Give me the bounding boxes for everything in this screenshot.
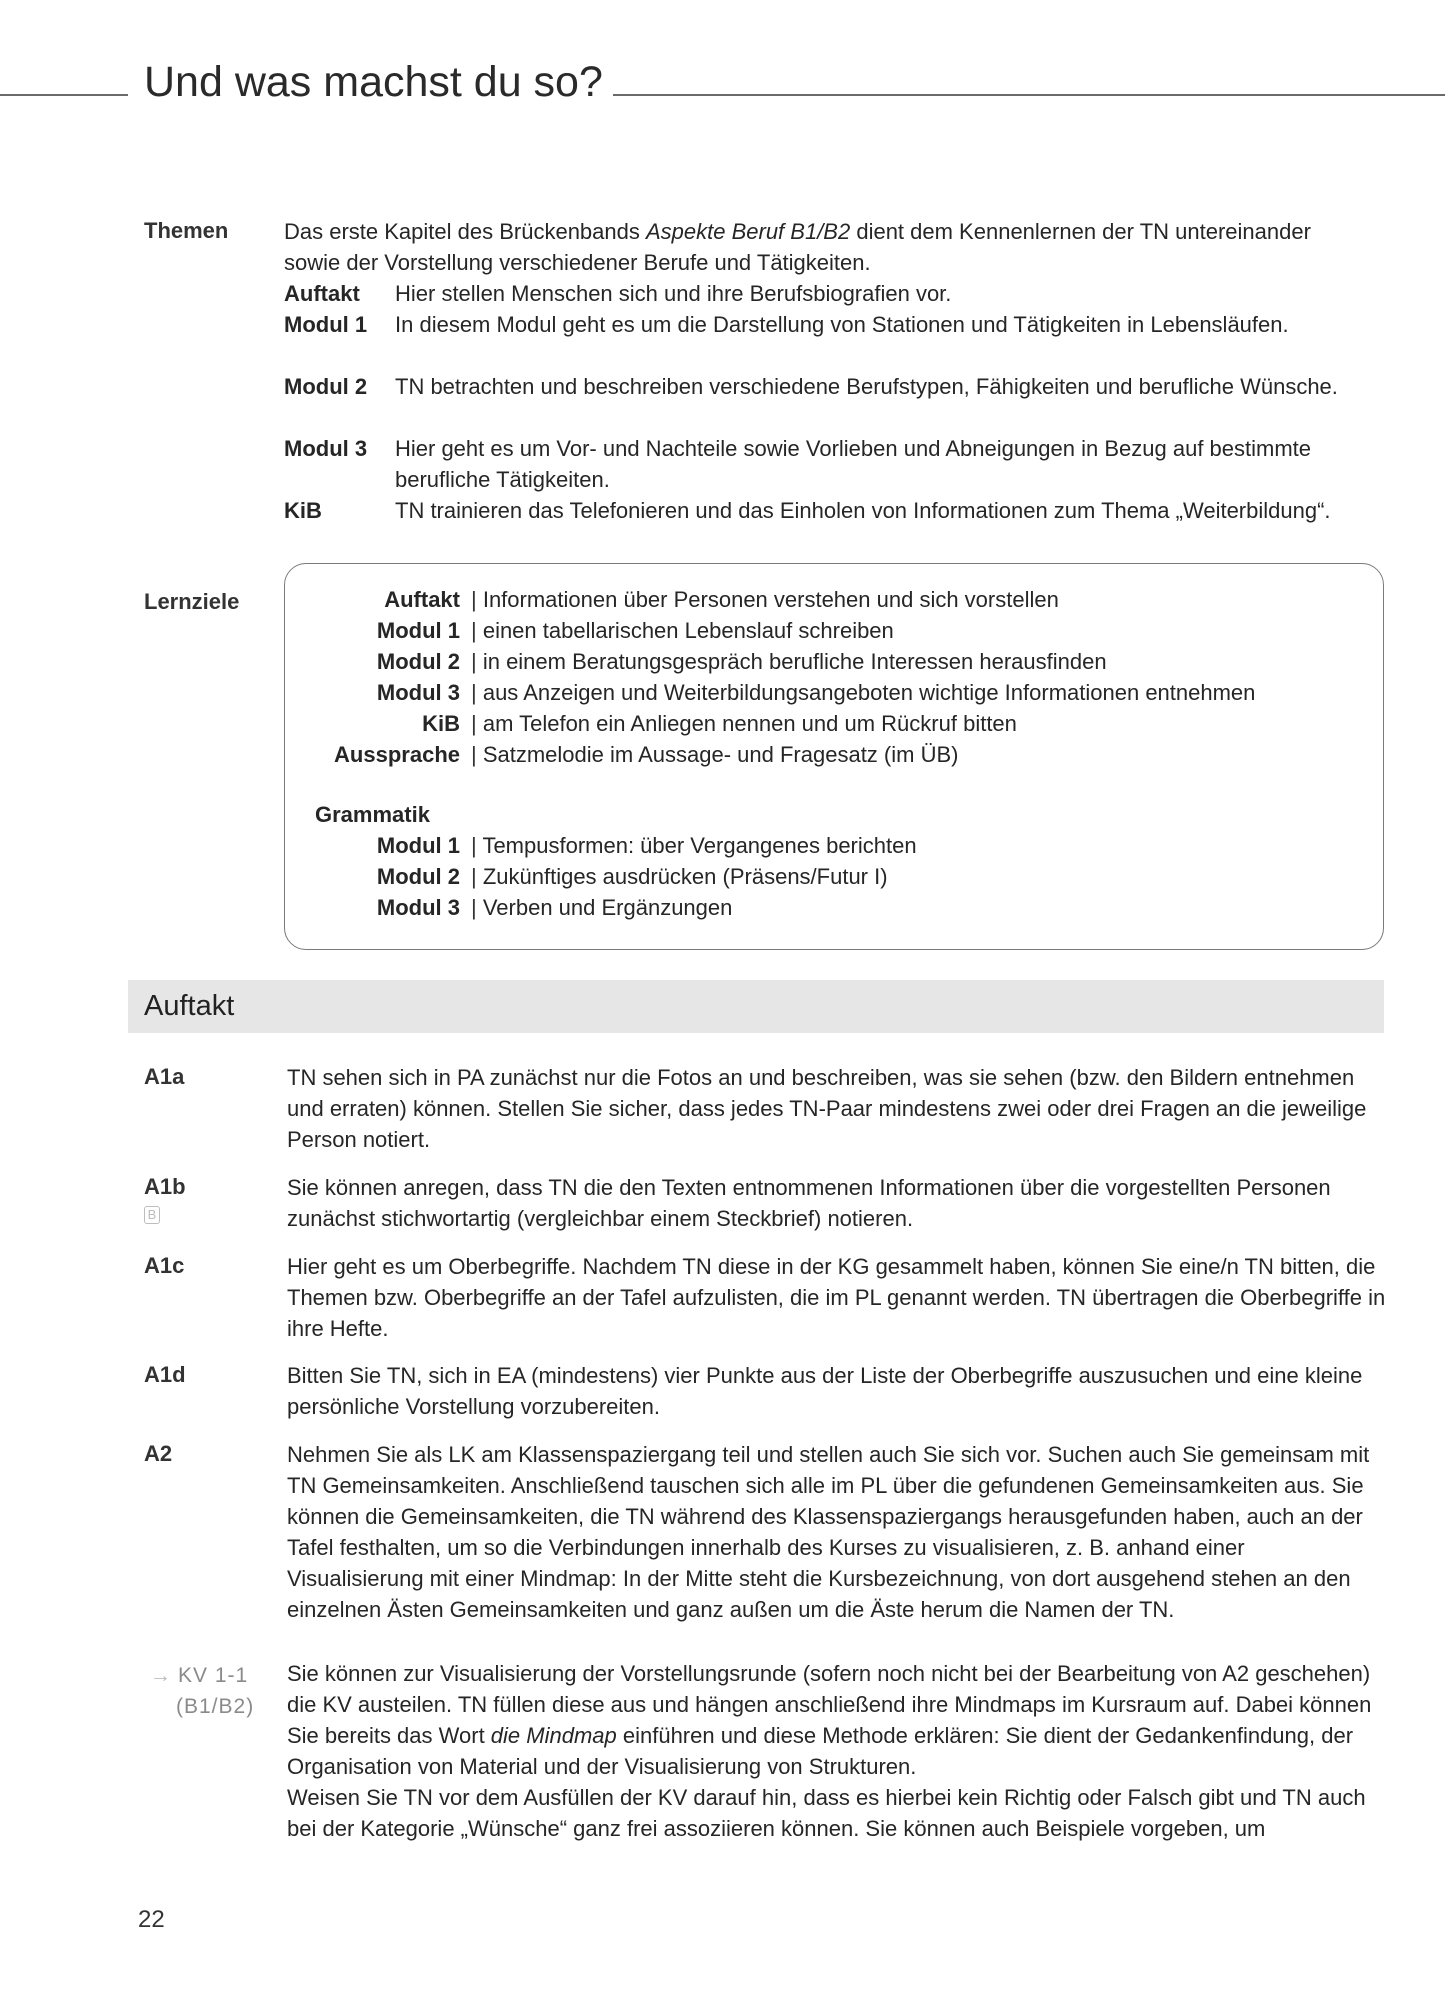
exercise-text: Sie können anregen, dass TN die den Texten entnommenen Informationen über die vorgestellten Personen zunächst stichwortartig (vergleichbar einem Steckbrief) notieren. bbox=[287, 1175, 1331, 1231]
kv-paragraph: Weisen Sie TN vor dem Ausfüllen der KV darauf hin, dass es hierbei kein Richtig oder Falsch gibt und TN auch bei der Kategorie „Wünsche“ ganz frei assoziieren können. Sie können auch Beispiele vorgeben, um bbox=[287, 1785, 1366, 1841]
goal-text: | Zukünftiges ausdrücken (Präsens/Futur I) bbox=[471, 861, 888, 892]
kv-text: Sie können zur Visualisierung der Vorstellungsrunde (sofern noch nicht bei der Bearbeitung von A2 geschehen) die KV austeilen. TN füllen diese aus und hängen anschließend ihre Mindmaps im Kursraum auf. Dabei können Sie bereits das Wort bbox=[287, 1661, 1372, 1748]
exercise-text: TN sehen sich in PA zunächst nur die Fotos an und beschreiben, was sie sehen (bzw. den Bildern entnehmen und erraten) können. Stellen Sie sicher, dass jedes TN-Paar mindestens zwei oder drei Fragen an die jeweilige Person notiert. bbox=[287, 1065, 1367, 1152]
grammar-row bbox=[285, 861, 1375, 892]
goal-key: KiB bbox=[422, 711, 460, 736]
goal-text: | Verben und Ergänzungen bbox=[471, 892, 732, 923]
kv-text: einführen und diese Methode erklären: Sie dient der Gedankenfindung, der Organisation von Material und der Visualisierung von Strukturen. bbox=[287, 1723, 1354, 1779]
module-key: Modul 3 bbox=[284, 436, 368, 461]
goal-key: Modul 1 bbox=[376, 618, 460, 643]
goal-text: | aus Anzeigen und Weiterbildungsangeboten wichtige Informationen entnehmen bbox=[471, 677, 1255, 708]
module-description: Hier stellen Menschen sich und ihre Berufsbiografien vor. bbox=[395, 281, 952, 306]
module-key: Auftakt bbox=[284, 281, 360, 306]
kv-level: (B1/B2) bbox=[176, 1695, 255, 1718]
header-rule-left bbox=[0, 94, 128, 96]
goal-row bbox=[285, 739, 1375, 770]
module-description: TN trainieren das Telefonieren und das Einholen von Informationen zum Thema „Weiterbildung“. bbox=[395, 498, 1331, 523]
goal-key: Modul 3 bbox=[376, 895, 460, 920]
module-key: KiB bbox=[284, 498, 322, 523]
goal-key: Modul 2 bbox=[376, 864, 460, 889]
exercise-text: Nehmen Sie als LK am Klassenspaziergang teil und stellen auch Sie sich vor. Suchen auch Sie gemeinsam mit TN Gemeinsamkeiten. Anschließend tauschen sich alle im PL über die gefundenen Gemeinsamkeiten aus. Sie können die Gemeinsamkeiten, die TN während des Klassenspaziergangs herausgefunden haben, auch an der Tafel festhalten, um so die Verbindungen innerhalb des Kurses zu visualisieren, z. B. anhand einer Visualisierung mit einer Mindmap: In der Mitte steht die Kursbezeichnung, von dort ausgehend stehen an den einzelnen Ästen Gemeinsamkeiten und ganz außen um die Äste herum die Namen der TN. bbox=[287, 1442, 1370, 1622]
goal-text: | Informationen über Personen verstehen und sich vorstellen bbox=[471, 584, 1059, 615]
lernziele-box bbox=[284, 563, 1384, 950]
section-header-bar bbox=[128, 980, 1384, 1033]
goal-text: | Tempusformen: über Vergangenes berichten bbox=[471, 830, 917, 861]
goal-key: Aussprache bbox=[334, 742, 460, 767]
section-title: Auftakt bbox=[144, 990, 235, 1022]
module-description: In diesem Modul geht es um die Darstellung von Stationen und Tätigkeiten in Lebensläufen. bbox=[395, 312, 1289, 337]
exercise-key: A1b bbox=[144, 1174, 186, 1199]
goal-row bbox=[285, 584, 1375, 615]
themen-intro-text: Das erste Kapitel des Brückenbands bbox=[284, 219, 646, 244]
exercise-key: A1a bbox=[144, 1064, 185, 1089]
exercise-text: Hier geht es um Oberbegriffe. Nachdem TN diese in der KG gesammelt haben, können Sie eine/n TN bitten, die Themen bzw. Oberbegriffe an der Tafel aufzulisten, die im PL genannt werden. TN übertragen die Oberbegriffe in ihre Hefte. bbox=[287, 1254, 1386, 1341]
module-description: Hier geht es um Vor- und Nachteile sowie Vorlieben und Abneigungen in Bezug auf bestimmte berufliche Tätigkeiten. bbox=[395, 436, 1312, 492]
goal-row bbox=[285, 708, 1375, 739]
grammar-title: Grammatik bbox=[315, 802, 430, 827]
themen-intro-text: dient dem Kennenlernen der TN untereinander sowie der Vorstellung verschiedener Berufe und Tätigkeiten. bbox=[284, 219, 1311, 275]
goal-row bbox=[285, 646, 1375, 677]
goal-text: | Satzmelodie im Aussage- und Fragesatz (im ÜB) bbox=[471, 739, 958, 770]
goal-text: | einen tabellarischen Lebenslauf schreiben bbox=[471, 615, 894, 646]
module-key: Modul 1 bbox=[284, 312, 368, 337]
module-description: TN betrachten und beschreiben verschiedene Berufstypen, Fähigkeiten und berufliche Wünsche. bbox=[395, 374, 1338, 399]
exercise-key: A2 bbox=[144, 1441, 173, 1466]
exercise-key: A1d bbox=[144, 1362, 186, 1387]
goal-key: Auftakt bbox=[384, 587, 460, 612]
themen-intro bbox=[284, 216, 1364, 278]
kv-code: KV 1-1 bbox=[178, 1664, 249, 1687]
lernziele-label: Lernziele bbox=[144, 589, 240, 614]
kv-reference bbox=[150, 1660, 270, 1722]
page-title: Und was machst du so? bbox=[144, 58, 603, 106]
goal-key: Modul 1 bbox=[376, 833, 460, 858]
kv-term: die Mindmap bbox=[490, 1723, 617, 1748]
goal-text: | in einem Beratungsgespräch berufliche Interessen herausfinden bbox=[471, 646, 1107, 677]
b-marker-icon: B bbox=[144, 1206, 160, 1224]
book-title: Aspekte Beruf B1/B2 bbox=[645, 219, 851, 244]
grammar-row bbox=[285, 830, 1375, 861]
exercise-key: A1c bbox=[144, 1253, 185, 1278]
themen-label: Themen bbox=[144, 218, 229, 243]
exercise-text: Bitten Sie TN, sich in EA (mindestens) vier Punkte aus der Liste der Oberbegriffe auszusuchen und eine kleine persönliche Vorstellung vorzubereiten. bbox=[287, 1363, 1363, 1419]
goal-key: Modul 3 bbox=[376, 680, 460, 705]
goal-row bbox=[285, 615, 1375, 646]
module-key: Modul 2 bbox=[284, 374, 368, 399]
header-rule-right bbox=[613, 94, 1445, 96]
kv-paragraph bbox=[287, 1658, 1387, 1782]
goal-key: Modul 2 bbox=[376, 649, 460, 674]
goal-text: | am Telefon ein Anliegen nennen und um Rückruf bitten bbox=[471, 708, 1017, 739]
grammar-row bbox=[285, 892, 1375, 923]
goal-row bbox=[285, 677, 1375, 708]
page-number: 22 bbox=[138, 1906, 165, 1933]
page-header bbox=[0, 58, 1445, 138]
arrow-right-icon: → bbox=[150, 1664, 172, 1687]
